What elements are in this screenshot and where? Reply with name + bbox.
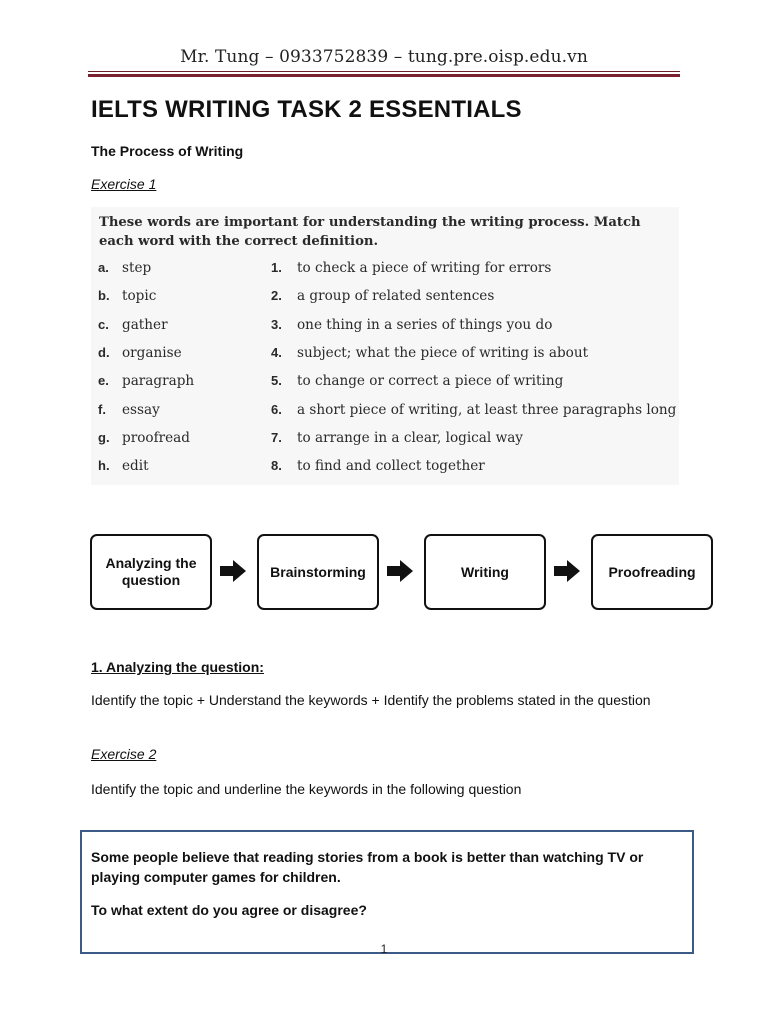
match-word: essay <box>122 402 160 418</box>
section-subheading: The Process of Writing <box>91 143 244 159</box>
match-definition: to arrange in a clear, logical way <box>297 430 523 446</box>
question-box <box>80 830 694 954</box>
arrow-right-icon <box>554 560 580 582</box>
match-definition: a short piece of writing, at least three paragraphs long <box>297 402 677 418</box>
match-number: 2. <box>271 288 282 303</box>
match-letter: e. <box>98 373 109 388</box>
exercise-1-label: Exercise 1 <box>91 176 157 192</box>
match-letter: h. <box>98 458 110 473</box>
match-number: 1. <box>271 260 282 275</box>
match-word: organise <box>122 345 182 361</box>
match-definition: a group of related sentences <box>297 288 495 304</box>
section-1-heading: 1. Analyzing the question: <box>91 659 264 675</box>
header-rule-thick <box>88 74 680 77</box>
flow-step-proofreading: Proofreading <box>591 534 713 610</box>
match-number: 8. <box>271 458 282 473</box>
match-word: proofread <box>122 430 190 446</box>
flow-step-writing: Writing <box>424 534 546 610</box>
section-1-text: Identify the topic + Understand the keywords + Identify the problems stated in the question <box>91 692 651 708</box>
match-definition: subject; what the piece of writing is about <box>297 345 589 361</box>
page-title: IELTS WRITING TASK 2 ESSENTIALS <box>91 96 522 123</box>
page-header: Mr. Tung – 0933752839 – tung.pre.oisp.edu.vn <box>180 47 588 67</box>
match-letter: g. <box>98 430 110 445</box>
page-number: 1 <box>380 942 388 956</box>
arrow-right-icon <box>387 560 413 582</box>
match-number: 3. <box>271 317 282 332</box>
match-definition: to find and collect together <box>297 458 485 474</box>
flow-step-brainstorming: Brainstorming <box>257 534 379 610</box>
match-definition: one thing in a series of things you do <box>297 317 553 333</box>
arrow-right-icon <box>220 560 246 582</box>
match-letter: a. <box>98 260 109 275</box>
exercise-1-box <box>91 207 679 485</box>
match-definition: to change or correct a piece of writing <box>297 373 564 389</box>
match-letter: d. <box>98 345 110 360</box>
match-word: topic <box>122 288 157 304</box>
match-word: edit <box>122 458 149 474</box>
match-letter: c. <box>98 317 109 332</box>
match-definition: to check a piece of writing for errors <box>297 260 552 276</box>
match-word: paragraph <box>122 373 195 389</box>
match-letter: b. <box>98 288 110 303</box>
match-word: gather <box>122 317 168 333</box>
exercise-2-instruction: Identify the topic and underline the keywords in the following question <box>91 781 522 797</box>
writing-process-flow <box>90 534 714 610</box>
match-word: step <box>122 260 152 276</box>
match-number: 5. <box>271 373 282 388</box>
header-rule-thin <box>88 71 680 72</box>
match-number: 7. <box>271 430 282 445</box>
exercise-1-instruction: These words are important for understanding the writing process. Match each word with the correct definition. <box>99 215 641 249</box>
question-statement: Some people believe that reading stories from a book is better than watching TV or playing computer games for children. <box>91 849 644 885</box>
question-prompt: To what extent do you agree or disagree? <box>91 902 367 918</box>
exercise-2-label: Exercise 2 <box>91 746 157 762</box>
flow-step-analyzing: Analyzing the question <box>90 534 212 610</box>
match-number: 4. <box>271 345 282 360</box>
match-number: 6. <box>271 402 282 417</box>
match-letter: f. <box>98 402 106 417</box>
